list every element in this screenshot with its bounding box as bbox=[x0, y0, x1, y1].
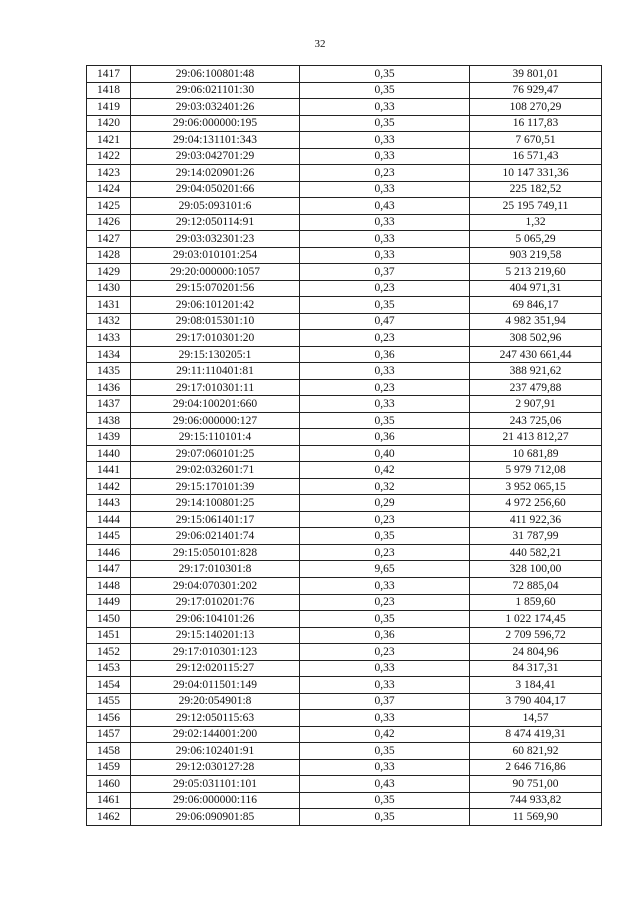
cadastral-number-cell: 29:15:130205:1 bbox=[131, 346, 300, 363]
table-row bbox=[87, 693, 602, 710]
value-cell: 1 022 174,45 bbox=[470, 611, 602, 628]
coefficient-cell: 0,35 bbox=[300, 743, 470, 760]
value-cell: 2 646 716,86 bbox=[470, 759, 602, 776]
coefficient-cell: 0,40 bbox=[300, 445, 470, 462]
table-row bbox=[87, 280, 602, 297]
coefficient-cell: 0,35 bbox=[300, 412, 470, 429]
row-number-cell: 1432 bbox=[87, 313, 131, 330]
coefficient-cell: 0,36 bbox=[300, 429, 470, 446]
cadastral-number-cell: 29:05:093101:6 bbox=[131, 198, 300, 215]
coefficient-cell: 0,23 bbox=[300, 330, 470, 347]
table-row bbox=[87, 776, 602, 793]
table-row bbox=[87, 82, 602, 99]
value-cell: 4 972 256,60 bbox=[470, 495, 602, 512]
table-row bbox=[87, 198, 602, 215]
coefficient-cell: 9,65 bbox=[300, 561, 470, 578]
table-row bbox=[87, 511, 602, 528]
row-number-cell: 1441 bbox=[87, 462, 131, 479]
value-cell: 5 213 219,60 bbox=[470, 264, 602, 281]
cadastral-number-cell: 29:04:050201:66 bbox=[131, 181, 300, 198]
value-cell: 16 571,43 bbox=[470, 148, 602, 165]
coefficient-cell: 0,23 bbox=[300, 511, 470, 528]
value-cell: 24 804,96 bbox=[470, 644, 602, 661]
value-cell: 2 709 596,72 bbox=[470, 627, 602, 644]
cadastral-number-cell: 29:17:010201:76 bbox=[131, 594, 300, 611]
table-row bbox=[87, 594, 602, 611]
row-number-cell: 1428 bbox=[87, 247, 131, 264]
coefficient-cell: 0,33 bbox=[300, 363, 470, 380]
coefficient-cell: 0,43 bbox=[300, 776, 470, 793]
table-row bbox=[87, 231, 602, 248]
value-cell: 16 117,83 bbox=[470, 115, 602, 132]
value-cell: 225 182,52 bbox=[470, 181, 602, 198]
table-row bbox=[87, 445, 602, 462]
table-row bbox=[87, 148, 602, 165]
coefficient-cell: 0,35 bbox=[300, 82, 470, 99]
coefficient-cell: 0,37 bbox=[300, 264, 470, 281]
value-cell: 903 219,58 bbox=[470, 247, 602, 264]
row-number-cell: 1430 bbox=[87, 280, 131, 297]
row-number-cell: 1442 bbox=[87, 478, 131, 495]
row-number-cell: 1448 bbox=[87, 577, 131, 594]
coefficient-cell: 0,35 bbox=[300, 809, 470, 826]
value-cell: 69 846,17 bbox=[470, 297, 602, 314]
table-row bbox=[87, 429, 602, 446]
cadastral-number-cell: 29:15:170101:39 bbox=[131, 478, 300, 495]
table-row bbox=[87, 379, 602, 396]
value-cell: 744 933,82 bbox=[470, 792, 602, 809]
row-number-cell: 1420 bbox=[87, 115, 131, 132]
row-number-cell: 1447 bbox=[87, 561, 131, 578]
cadastral-number-cell: 29:06:000000:127 bbox=[131, 412, 300, 429]
cadastral-number-cell: 29:14:020901:26 bbox=[131, 165, 300, 182]
registry-table-body bbox=[87, 66, 602, 826]
value-cell: 388 921,62 bbox=[470, 363, 602, 380]
row-number-cell: 1457 bbox=[87, 726, 131, 743]
table-row bbox=[87, 214, 602, 231]
coefficient-cell: 0,36 bbox=[300, 627, 470, 644]
value-cell: 3 952 065,15 bbox=[470, 478, 602, 495]
row-number-cell: 1431 bbox=[87, 297, 131, 314]
value-cell: 440 582,21 bbox=[470, 544, 602, 561]
table-row bbox=[87, 462, 602, 479]
cadastral-number-cell: 29:08:015301:10 bbox=[131, 313, 300, 330]
coefficient-cell: 0,43 bbox=[300, 198, 470, 215]
row-number-cell: 1424 bbox=[87, 181, 131, 198]
value-cell: 10 681,89 bbox=[470, 445, 602, 462]
coefficient-cell: 0,23 bbox=[300, 379, 470, 396]
value-cell: 10 147 331,36 bbox=[470, 165, 602, 182]
table-row bbox=[87, 495, 602, 512]
coefficient-cell: 0,33 bbox=[300, 99, 470, 116]
cadastral-number-cell: 29:12:050114:91 bbox=[131, 214, 300, 231]
coefficient-cell: 0,33 bbox=[300, 577, 470, 594]
row-number-cell: 1456 bbox=[87, 710, 131, 727]
cadastral-number-cell: 29:02:032601:71 bbox=[131, 462, 300, 479]
coefficient-cell: 0,42 bbox=[300, 462, 470, 479]
cadastral-number-cell: 29:06:021101:30 bbox=[131, 82, 300, 99]
value-cell: 60 821,92 bbox=[470, 743, 602, 760]
cadastral-number-cell: 29:03:032301:23 bbox=[131, 231, 300, 248]
row-number-cell: 1434 bbox=[87, 346, 131, 363]
table-row bbox=[87, 412, 602, 429]
value-cell: 90 751,00 bbox=[470, 776, 602, 793]
value-cell: 14,57 bbox=[470, 710, 602, 727]
coefficient-cell: 0,33 bbox=[300, 660, 470, 677]
cadastral-number-cell: 29:15:140201:13 bbox=[131, 627, 300, 644]
row-number-cell: 1454 bbox=[87, 677, 131, 694]
value-cell: 76 929,47 bbox=[470, 82, 602, 99]
cadastral-number-cell: 29:17:010301:20 bbox=[131, 330, 300, 347]
cadastral-number-cell: 29:17:010301:123 bbox=[131, 644, 300, 661]
row-number-cell: 1451 bbox=[87, 627, 131, 644]
cadastral-number-cell: 29:05:031101:101 bbox=[131, 776, 300, 793]
value-cell: 25 195 749,11 bbox=[470, 198, 602, 215]
coefficient-cell: 0,23 bbox=[300, 165, 470, 182]
table-row bbox=[87, 330, 602, 347]
row-number-cell: 1462 bbox=[87, 809, 131, 826]
cadastral-number-cell: 29:03:042701:29 bbox=[131, 148, 300, 165]
table-row bbox=[87, 247, 602, 264]
coefficient-cell: 0,42 bbox=[300, 726, 470, 743]
row-number-cell: 1443 bbox=[87, 495, 131, 512]
row-number-cell: 1440 bbox=[87, 445, 131, 462]
cadastral-number-cell: 29:20:054901:8 bbox=[131, 693, 300, 710]
row-number-cell: 1444 bbox=[87, 511, 131, 528]
cadastral-number-cell: 29:04:100201:660 bbox=[131, 396, 300, 413]
value-cell: 72 885,04 bbox=[470, 577, 602, 594]
page-number: 32 bbox=[314, 38, 326, 50]
table-row bbox=[87, 264, 602, 281]
cadastral-number-cell: 29:12:020115:27 bbox=[131, 660, 300, 677]
coefficient-cell: 0,33 bbox=[300, 148, 470, 165]
row-number-cell: 1426 bbox=[87, 214, 131, 231]
value-cell: 243 725,06 bbox=[470, 412, 602, 429]
cadastral-number-cell: 29:02:144001:200 bbox=[131, 726, 300, 743]
table-row bbox=[87, 561, 602, 578]
value-cell: 108 270,29 bbox=[470, 99, 602, 116]
coefficient-cell: 0,23 bbox=[300, 280, 470, 297]
table-row bbox=[87, 759, 602, 776]
row-number-cell: 1417 bbox=[87, 66, 131, 83]
row-number-cell: 1450 bbox=[87, 611, 131, 628]
row-number-cell: 1455 bbox=[87, 693, 131, 710]
value-cell: 11 569,90 bbox=[470, 809, 602, 826]
row-number-cell: 1459 bbox=[87, 759, 131, 776]
table-row bbox=[87, 627, 602, 644]
coefficient-cell: 0,35 bbox=[300, 528, 470, 545]
table-row bbox=[87, 396, 602, 413]
value-cell: 1,32 bbox=[470, 214, 602, 231]
coefficient-cell: 0,37 bbox=[300, 693, 470, 710]
coefficient-cell: 0,35 bbox=[300, 792, 470, 809]
table-row bbox=[87, 132, 602, 149]
row-number-cell: 1425 bbox=[87, 198, 131, 215]
row-number-cell: 1452 bbox=[87, 644, 131, 661]
cadastral-number-cell: 29:06:021401:74 bbox=[131, 528, 300, 545]
table-row bbox=[87, 363, 602, 380]
table-row bbox=[87, 99, 602, 116]
coefficient-cell: 0,35 bbox=[300, 297, 470, 314]
row-number-cell: 1439 bbox=[87, 429, 131, 446]
cadastral-number-cell: 29:06:104101:26 bbox=[131, 611, 300, 628]
row-number-cell: 1436 bbox=[87, 379, 131, 396]
value-cell: 328 100,00 bbox=[470, 561, 602, 578]
coefficient-cell: 0,35 bbox=[300, 66, 470, 83]
value-cell: 404 971,31 bbox=[470, 280, 602, 297]
value-cell: 411 922,36 bbox=[470, 511, 602, 528]
row-number-cell: 1458 bbox=[87, 743, 131, 760]
value-cell: 247 430 661,44 bbox=[470, 346, 602, 363]
table-row bbox=[87, 346, 602, 363]
cadastral-number-cell: 29:17:010301:11 bbox=[131, 379, 300, 396]
value-cell: 31 787,99 bbox=[470, 528, 602, 545]
cadastral-number-cell: 29:11:110401:81 bbox=[131, 363, 300, 380]
table-row bbox=[87, 66, 602, 83]
value-cell: 8 474 419,31 bbox=[470, 726, 602, 743]
row-number-cell: 1423 bbox=[87, 165, 131, 182]
cadastral-number-cell: 29:03:032401:26 bbox=[131, 99, 300, 116]
cadastral-number-cell: 29:06:102401:91 bbox=[131, 743, 300, 760]
row-number-cell: 1429 bbox=[87, 264, 131, 281]
value-cell: 5 979 712,08 bbox=[470, 462, 602, 479]
table-row bbox=[87, 478, 602, 495]
row-number-cell: 1438 bbox=[87, 412, 131, 429]
row-number-cell: 1419 bbox=[87, 99, 131, 116]
value-cell: 4 982 351,94 bbox=[470, 313, 602, 330]
cadastral-number-cell: 29:06:101201:42 bbox=[131, 297, 300, 314]
coefficient-cell: 0,29 bbox=[300, 495, 470, 512]
row-number-cell: 1453 bbox=[87, 660, 131, 677]
value-cell: 1 859,60 bbox=[470, 594, 602, 611]
row-number-cell: 1445 bbox=[87, 528, 131, 545]
value-cell: 3 790 404,17 bbox=[470, 693, 602, 710]
row-number-cell: 1435 bbox=[87, 363, 131, 380]
table-row bbox=[87, 677, 602, 694]
row-number-cell: 1421 bbox=[87, 132, 131, 149]
cadastral-number-cell: 29:12:030127:28 bbox=[131, 759, 300, 776]
cadastral-number-cell: 29:06:000000:116 bbox=[131, 792, 300, 809]
table-row bbox=[87, 710, 602, 727]
cadastral-number-cell: 29:06:000000:195 bbox=[131, 115, 300, 132]
table-row bbox=[87, 644, 602, 661]
table-row bbox=[87, 297, 602, 314]
value-cell: 2 907,91 bbox=[470, 396, 602, 413]
value-cell: 84 317,31 bbox=[470, 660, 602, 677]
coefficient-cell: 0,33 bbox=[300, 132, 470, 149]
table-row bbox=[87, 726, 602, 743]
value-cell: 39 801,01 bbox=[470, 66, 602, 83]
table-row bbox=[87, 181, 602, 198]
row-number-cell: 1427 bbox=[87, 231, 131, 248]
cadastral-number-cell: 29:04:011501:149 bbox=[131, 677, 300, 694]
coefficient-cell: 0,32 bbox=[300, 478, 470, 495]
row-number-cell: 1422 bbox=[87, 148, 131, 165]
cadastral-number-cell: 29:20:000000:1057 bbox=[131, 264, 300, 281]
cadastral-number-cell: 29:06:100801:48 bbox=[131, 66, 300, 83]
coefficient-cell: 0,23 bbox=[300, 644, 470, 661]
row-number-cell: 1446 bbox=[87, 544, 131, 561]
table-row bbox=[87, 165, 602, 182]
cadastral-number-cell: 29:03:010101:254 bbox=[131, 247, 300, 264]
table-row bbox=[87, 743, 602, 760]
cadastral-number-cell: 29:15:050101:828 bbox=[131, 544, 300, 561]
value-cell: 237 479,88 bbox=[470, 379, 602, 396]
coefficient-cell: 0,33 bbox=[300, 396, 470, 413]
table-row bbox=[87, 313, 602, 330]
row-number-cell: 1461 bbox=[87, 792, 131, 809]
table-row bbox=[87, 792, 602, 809]
table-row bbox=[87, 115, 602, 132]
row-number-cell: 1418 bbox=[87, 82, 131, 99]
coefficient-cell: 0,33 bbox=[300, 231, 470, 248]
table-row bbox=[87, 809, 602, 826]
cadastral-number-cell: 29:17:010301:8 bbox=[131, 561, 300, 578]
coefficient-cell: 0,35 bbox=[300, 115, 470, 132]
cadastral-number-cell: 29:04:070301:202 bbox=[131, 577, 300, 594]
registry-table bbox=[86, 65, 602, 826]
coefficient-cell: 0,33 bbox=[300, 710, 470, 727]
table-row bbox=[87, 611, 602, 628]
cadastral-number-cell: 29:06:090901:85 bbox=[131, 809, 300, 826]
cadastral-number-cell: 29:12:050115:63 bbox=[131, 710, 300, 727]
value-cell: 308 502,96 bbox=[470, 330, 602, 347]
coefficient-cell: 0,33 bbox=[300, 247, 470, 264]
value-cell: 3 184,41 bbox=[470, 677, 602, 694]
cadastral-number-cell: 29:04:131101:343 bbox=[131, 132, 300, 149]
value-cell: 21 413 812,27 bbox=[470, 429, 602, 446]
row-number-cell: 1433 bbox=[87, 330, 131, 347]
cadastral-number-cell: 29:15:110101:4 bbox=[131, 429, 300, 446]
coefficient-cell: 0,23 bbox=[300, 594, 470, 611]
row-number-cell: 1437 bbox=[87, 396, 131, 413]
coefficient-cell: 0,33 bbox=[300, 677, 470, 694]
table-row bbox=[87, 528, 602, 545]
cadastral-number-cell: 29:07:060101:25 bbox=[131, 445, 300, 462]
table-row bbox=[87, 544, 602, 561]
cadastral-number-cell: 29:14:100801:25 bbox=[131, 495, 300, 512]
coefficient-cell: 0,47 bbox=[300, 313, 470, 330]
coefficient-cell: 0,33 bbox=[300, 759, 470, 776]
value-cell: 5 065,29 bbox=[470, 231, 602, 248]
coefficient-cell: 0,33 bbox=[300, 181, 470, 198]
row-number-cell: 1449 bbox=[87, 594, 131, 611]
coefficient-cell: 0,33 bbox=[300, 214, 470, 231]
value-cell: 7 670,51 bbox=[470, 132, 602, 149]
coefficient-cell: 0,36 bbox=[300, 346, 470, 363]
coefficient-cell: 0,35 bbox=[300, 611, 470, 628]
row-number-cell: 1460 bbox=[87, 776, 131, 793]
cadastral-number-cell: 29:15:061401:17 bbox=[131, 511, 300, 528]
coefficient-cell: 0,23 bbox=[300, 544, 470, 561]
cadastral-number-cell: 29:15:070201:56 bbox=[131, 280, 300, 297]
table-row bbox=[87, 577, 602, 594]
table-row bbox=[87, 660, 602, 677]
